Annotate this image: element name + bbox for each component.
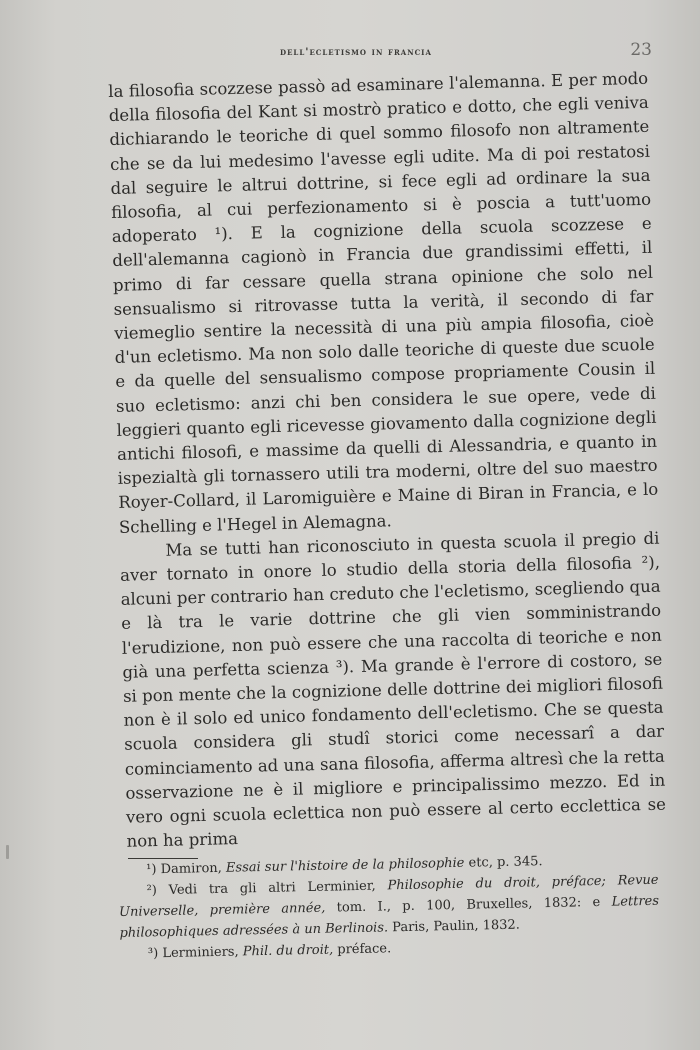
footnote-2: ²) Vedi tra gli altri Lerminier, Philosophie du droit, préface; Revue Universelle, première année, tom. I., p. 100, Bruxelles, 1832: e Lettres philosophiques adressées à un Berlinois. Paris, Paulin, 1832. xyxy=(118,872,660,941)
page-number: 23 xyxy=(630,40,652,60)
running-title: dell'ecletismo in francia xyxy=(280,46,432,58)
footnote-1: ¹) Damiron, Essai sur l'histoire de la philosophie etc, p. 345. xyxy=(146,854,543,878)
body-text xyxy=(108,67,667,854)
paragraph: Ma se tutti han riconosciuto in questa scuola il pregio di aver tornato in onore lo studio della storia della filosofia ²), alcuni per contrario han creduto che l'ecletismo, scegliendo qua e là tra le varie dottrine che gli vien somministrando l'erudizione, non può essere che una raccolta di teoriche e non già una perfetta scienza ³). Ma grande è l'errore di costoro, se si pon mente che la cognizione delle dottrine dei migliori filosofi non è il solo ed unico fondamento dell'ecletismo. Che se questa scuola considera gli studî storici come necessarî a dar cominciamento ad una sana filosofia, afferma altresì che la retta osservazione ne è il migliore e principalissimo mezzo. Ed in vero ogni scuola eclettica non può essere al certo ecclettica se non ha prima xyxy=(119,528,667,852)
page-header xyxy=(100,40,660,62)
margin-mark xyxy=(6,845,9,859)
paragraph: la filosofia scozzese passò ad esaminare l'alemanna. E per modo della filosofia del Kant si mostrò pratico e dotto, che egli veniva dichiarando le teoriche di quel sommo filosofo non altramente che se da lui medesimo l'avesse egli udite. Ma di poi restatosi dal seguire le altrui dottrine, si fece egli ad ordinare la sua filosofia, al cui perfezionamento si è poscia a tutt'uomo adoperato ¹). E la cognizione della scuola scozzese e dell'alemanna cagionò in Francia due grandissimi effetti, il primo di far cessare quella strana opinione che solo nel sensualismo si ritrovasse tutta la verità, il secondo di far viemeglio sentire la necessità di una più ampia filosofia, cioè d'un ecletismo. Ma non solo dalle teoriche di queste due scuole e da quelle del sensualismo compose propriamente Cousin il suo ecletismo: anzi chi ben considera le sue opere, vede di leggieri quanto egli ricevesse giovamento dalla cognizione degli antichi filosofi, e massime da quelli di Alessandria, e quanto in ispezialtà gli tornassero utili tra moderni, oltre del suo maestro Royer-Collard, il Laromiguière e Maine di Biran in Francia, e lo Schelling e l'Hegel in Alemagna. xyxy=(108,68,659,537)
footnotes xyxy=(118,849,660,965)
footnote-3: ³) Lerminiers, Phil. du droit, préface. xyxy=(147,941,392,962)
